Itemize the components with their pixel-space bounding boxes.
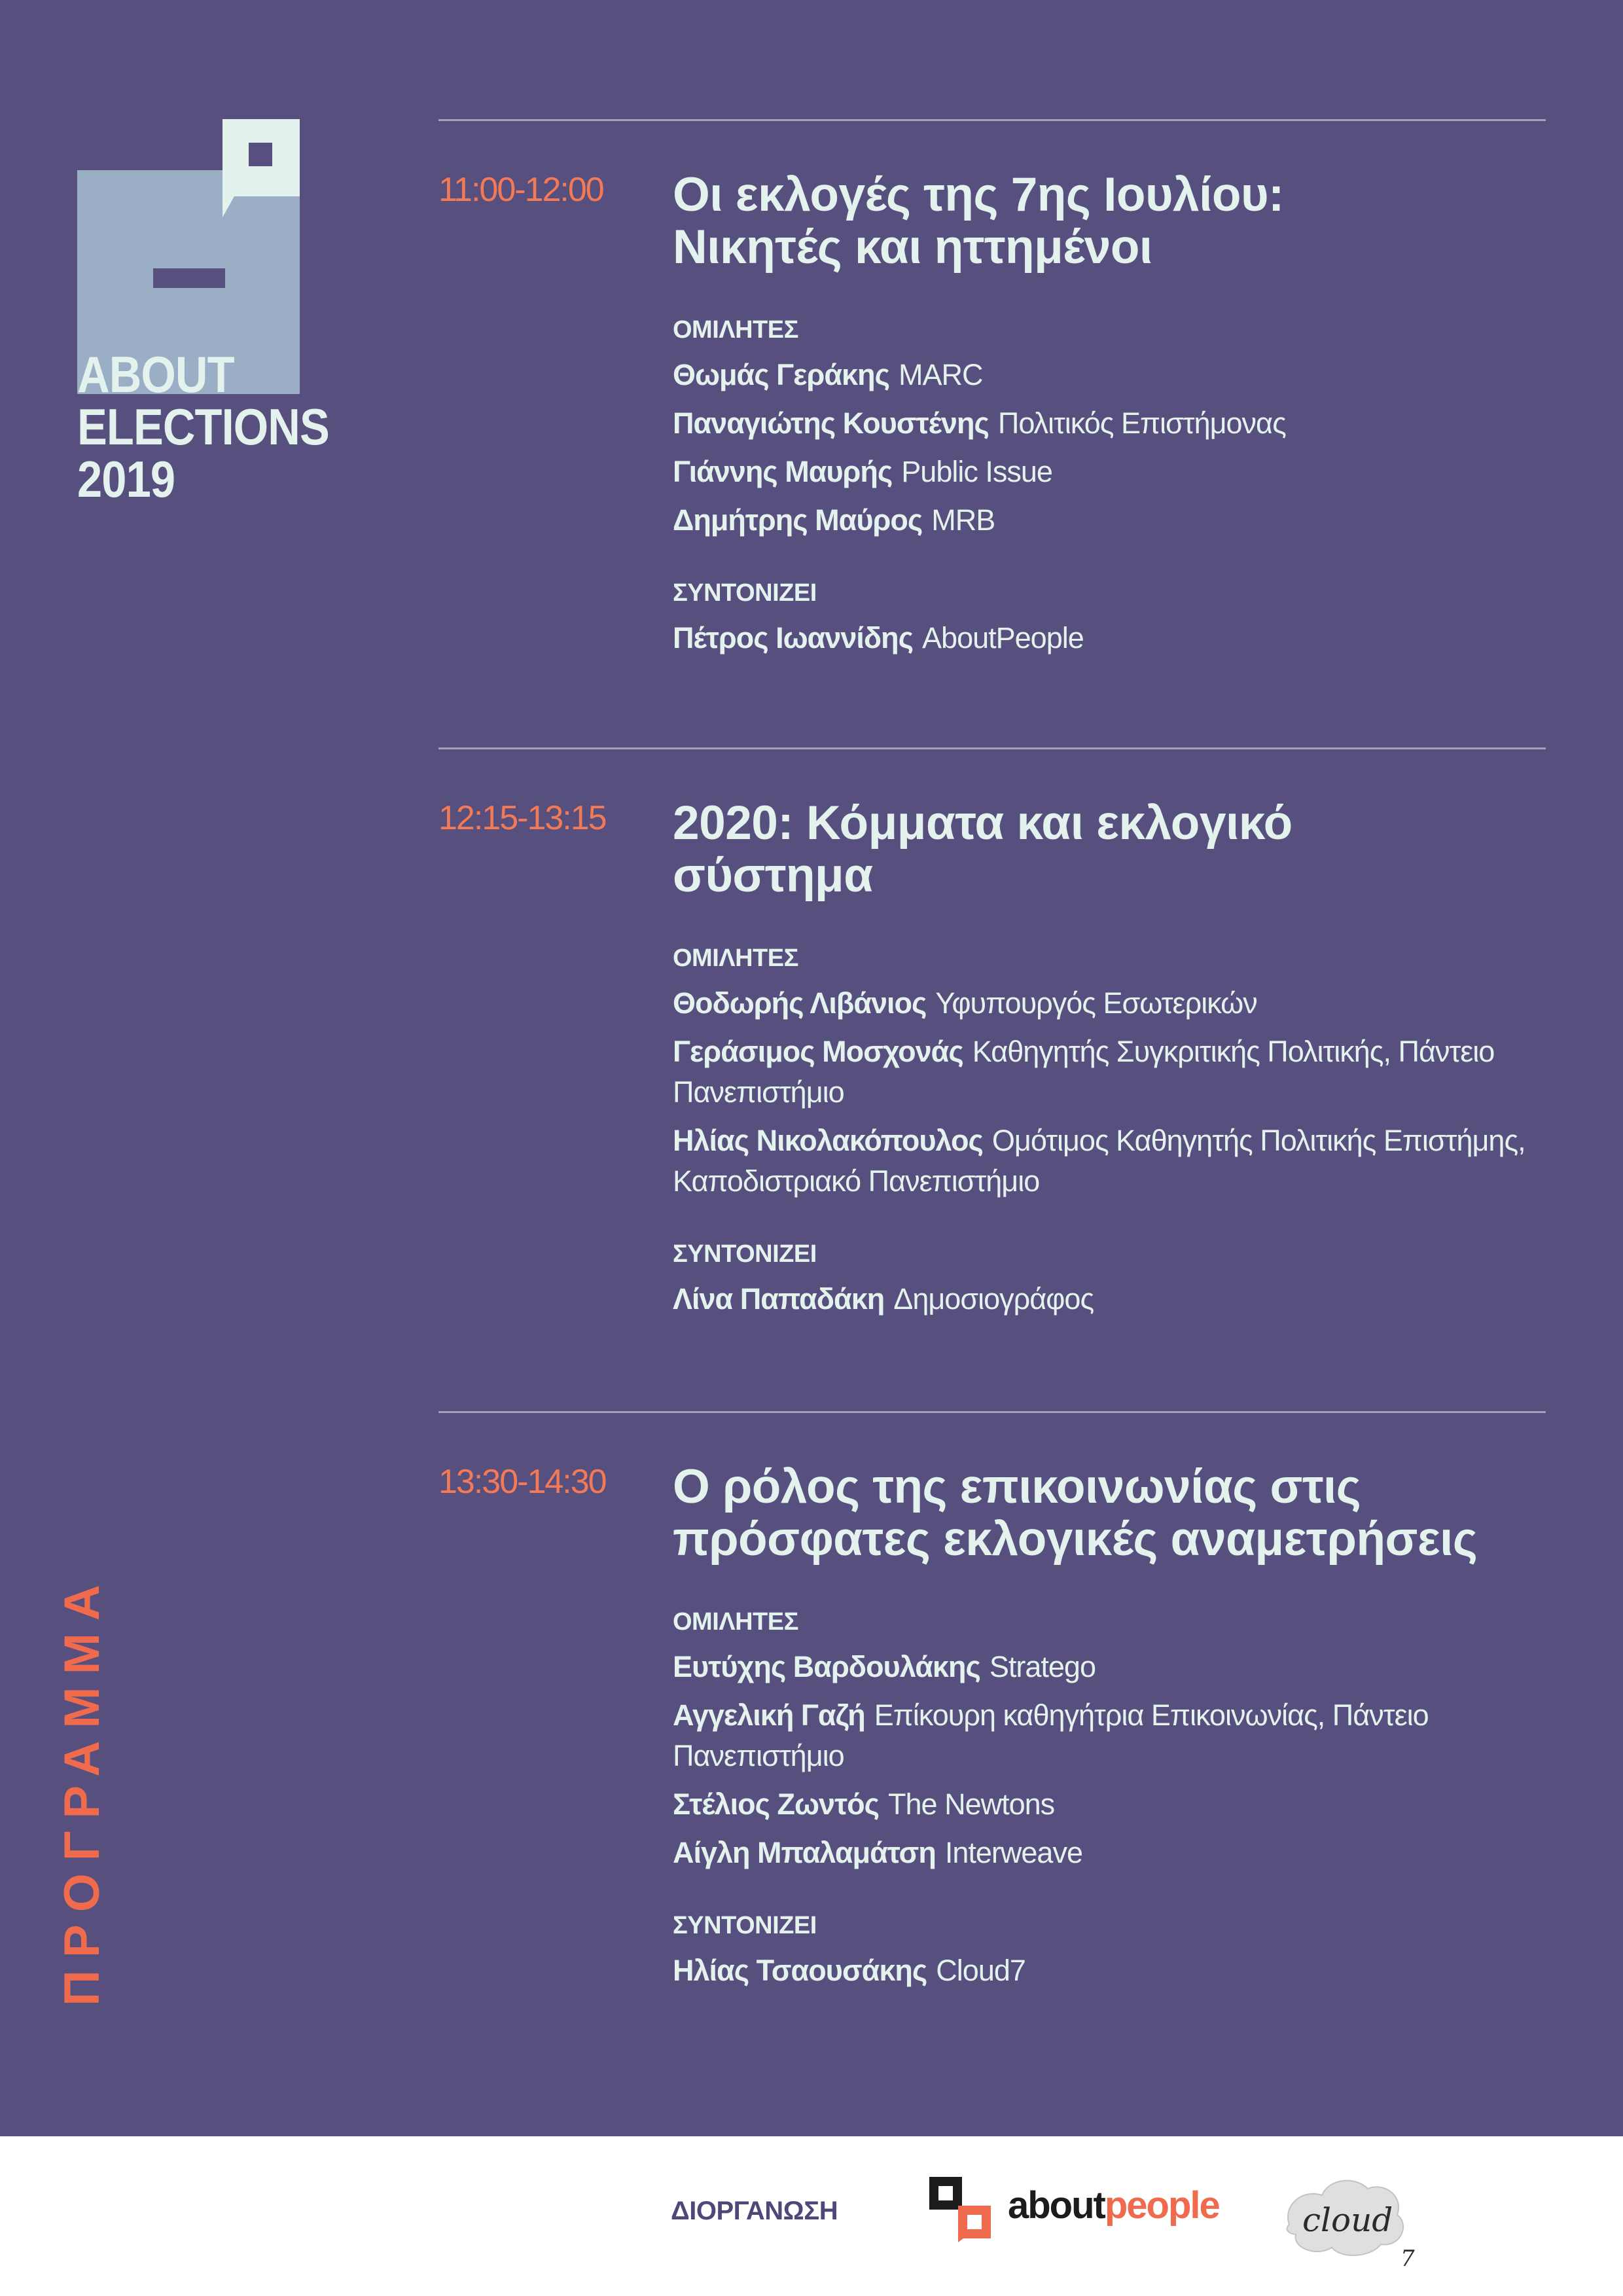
- session-time: 11:00-12:00: [438, 171, 603, 209]
- session-title-line: Οι εκλογές της 7ης Ιουλίου:: [673, 168, 1284, 221]
- session-title: [673, 797, 1546, 902]
- cloud7-logo-icon: [1276, 2169, 1420, 2274]
- speaker-item: [673, 1121, 1546, 1202]
- footer: [0, 2136, 1623, 2296]
- speaker-name: Στέλιος Ζωντός: [673, 1787, 880, 1821]
- speaker-role: Καθηγητής Συγκριτικής Πολιτικής, Πάντειο Πανεπιστήμιο: [673, 1035, 1495, 1109]
- speaker-role: Επίκουρη καθηγήτρια Επικοινωνίας, Πάντειο Πανεπιστήμιο: [673, 1698, 1429, 1772]
- aboutpeople-logo-icon: [929, 2177, 992, 2242]
- cloud7-number: 7: [1400, 2246, 1415, 2272]
- moderator-name: Λίνα Παπαδάκη: [673, 1282, 885, 1316]
- aboutpeople-wordmark: [1008, 2183, 1219, 2227]
- speaker-item: [673, 1784, 1546, 1825]
- speaker-item: [673, 1833, 1546, 1873]
- session-content: [673, 797, 1546, 1319]
- speaker-role: Stratego: [989, 1650, 1096, 1683]
- speaker-item: [673, 1695, 1546, 1776]
- speaker-name: Γεράσιμος Μοσχονάς: [673, 1035, 963, 1068]
- speakers-label: ΟΜΙΛΗΤΕΣ: [673, 944, 798, 972]
- moderator-label: ΣΥΝΤΟΝΙΖΕΙ: [673, 1912, 817, 1939]
- moderator-name: Ηλίας Τσαουσάκης: [673, 1954, 927, 1987]
- session-title-line: πρόσφατες εκλογικές αναμετρήσεις: [673, 1513, 1478, 1566]
- session-title-line: σύστημα: [673, 849, 873, 902]
- speaker-name: Θωμάς Γεράκης: [673, 358, 890, 391]
- moderator-role: AboutPeople: [922, 621, 1084, 655]
- aboutpeople-wordmark-people: people: [1104, 2184, 1219, 2227]
- speakers-label: ΟΜΙΛΗΤΕΣ: [673, 1608, 798, 1636]
- session-divider: [438, 1411, 1546, 1413]
- speaker-name: Ευτύχης Βαρδουλάκης: [673, 1650, 980, 1683]
- speaker-name: Δημήτρης Μαύρος: [673, 503, 923, 537]
- session-divider: [438, 119, 1546, 121]
- speaker-item: [673, 403, 1546, 444]
- speaker-item: [673, 355, 1546, 395]
- organizer-label: ΔΙΟΡΓΑΝΩΣΗ: [671, 2197, 838, 2225]
- session-title: [673, 169, 1546, 274]
- speaker-name: Αγγελική Γαζή: [673, 1698, 865, 1732]
- speaker-role: Υφυπουργός Εσωτερικών: [935, 986, 1257, 1020]
- moderator-label: ΣΥΝΤΟΝΙΖΕΙ: [673, 1240, 817, 1268]
- session-time: 12:15-13:15: [438, 799, 606, 837]
- speaker-role: MRB: [931, 503, 995, 537]
- speaker-item: [673, 452, 1546, 492]
- moderator-item: [673, 618, 1546, 658]
- speaker-role: Πολιτικός Επιστήμονας: [997, 406, 1286, 440]
- session-title-line: 2020: Κόμματα και εκλογικό: [673, 797, 1293, 850]
- speakers-label: ΟΜΙΛΗΤΕΣ: [673, 316, 798, 344]
- moderator-role: Δημοσιογράφος: [893, 1282, 1094, 1316]
- speaker-role: The Newtons: [888, 1787, 1055, 1821]
- aboutpeople-wordmark-about: about: [1008, 2184, 1105, 2227]
- session-title: [673, 1461, 1546, 1566]
- speaker-name: Παναγιώτης Κουστένης: [673, 406, 989, 440]
- speaker-role: Interweave: [944, 1836, 1082, 1869]
- speaker-item: [673, 1031, 1546, 1113]
- logo-wordmark: [77, 346, 329, 508]
- session-time: 13:30-14:30: [438, 1463, 606, 1501]
- speaker-role: MARC: [899, 358, 983, 391]
- speaker-name: Ηλίας Νικολακόπουλος: [673, 1124, 983, 1157]
- session-title-line: Ο ρόλος της επικοινωνίας στις: [673, 1460, 1361, 1513]
- session-content: [673, 169, 1546, 658]
- moderator-name: Πέτρος Ιωαννίδης: [673, 621, 914, 655]
- cloud7-wordmark: cloud: [1302, 2201, 1393, 2239]
- moderator-item: [673, 1279, 1546, 1319]
- about-elections-logo: [77, 119, 329, 508]
- speaker-name: Θοδωρής Λιβάνιος: [673, 986, 927, 1020]
- speaker-item: [673, 983, 1546, 1024]
- speaker-name: Γιάννης Μαυρής: [673, 455, 893, 488]
- session-divider: [438, 747, 1546, 749]
- logo-line-elections: ELECTIONS: [77, 398, 329, 456]
- logo-line-about: ABOUT: [77, 346, 234, 403]
- moderator-label: ΣΥΝΤΟΝΙΖΕΙ: [673, 579, 817, 607]
- speaker-role: Ομότιμος Καθηγητής Πολιτικής Επιστήμης, Καποδιστριακό Πανεπιστήμιο: [673, 1124, 1525, 1198]
- moderator-role: Cloud7: [936, 1954, 1026, 1987]
- session-content: [673, 1461, 1546, 1991]
- session-title-line: Νικητές και ηττημένοι: [673, 221, 1152, 274]
- moderator-item: [673, 1950, 1546, 1991]
- speaker-item: [673, 1647, 1546, 1687]
- speaker-role: Public Issue: [901, 455, 1052, 488]
- speaker-name: Αίγλη Μπαλαμάτση: [673, 1836, 936, 1869]
- logo-line-year: 2019: [77, 450, 175, 508]
- speaker-item: [673, 500, 1546, 541]
- program-side-label: ΠΡΟΓΡΑΜΜΑ: [54, 1572, 110, 2006]
